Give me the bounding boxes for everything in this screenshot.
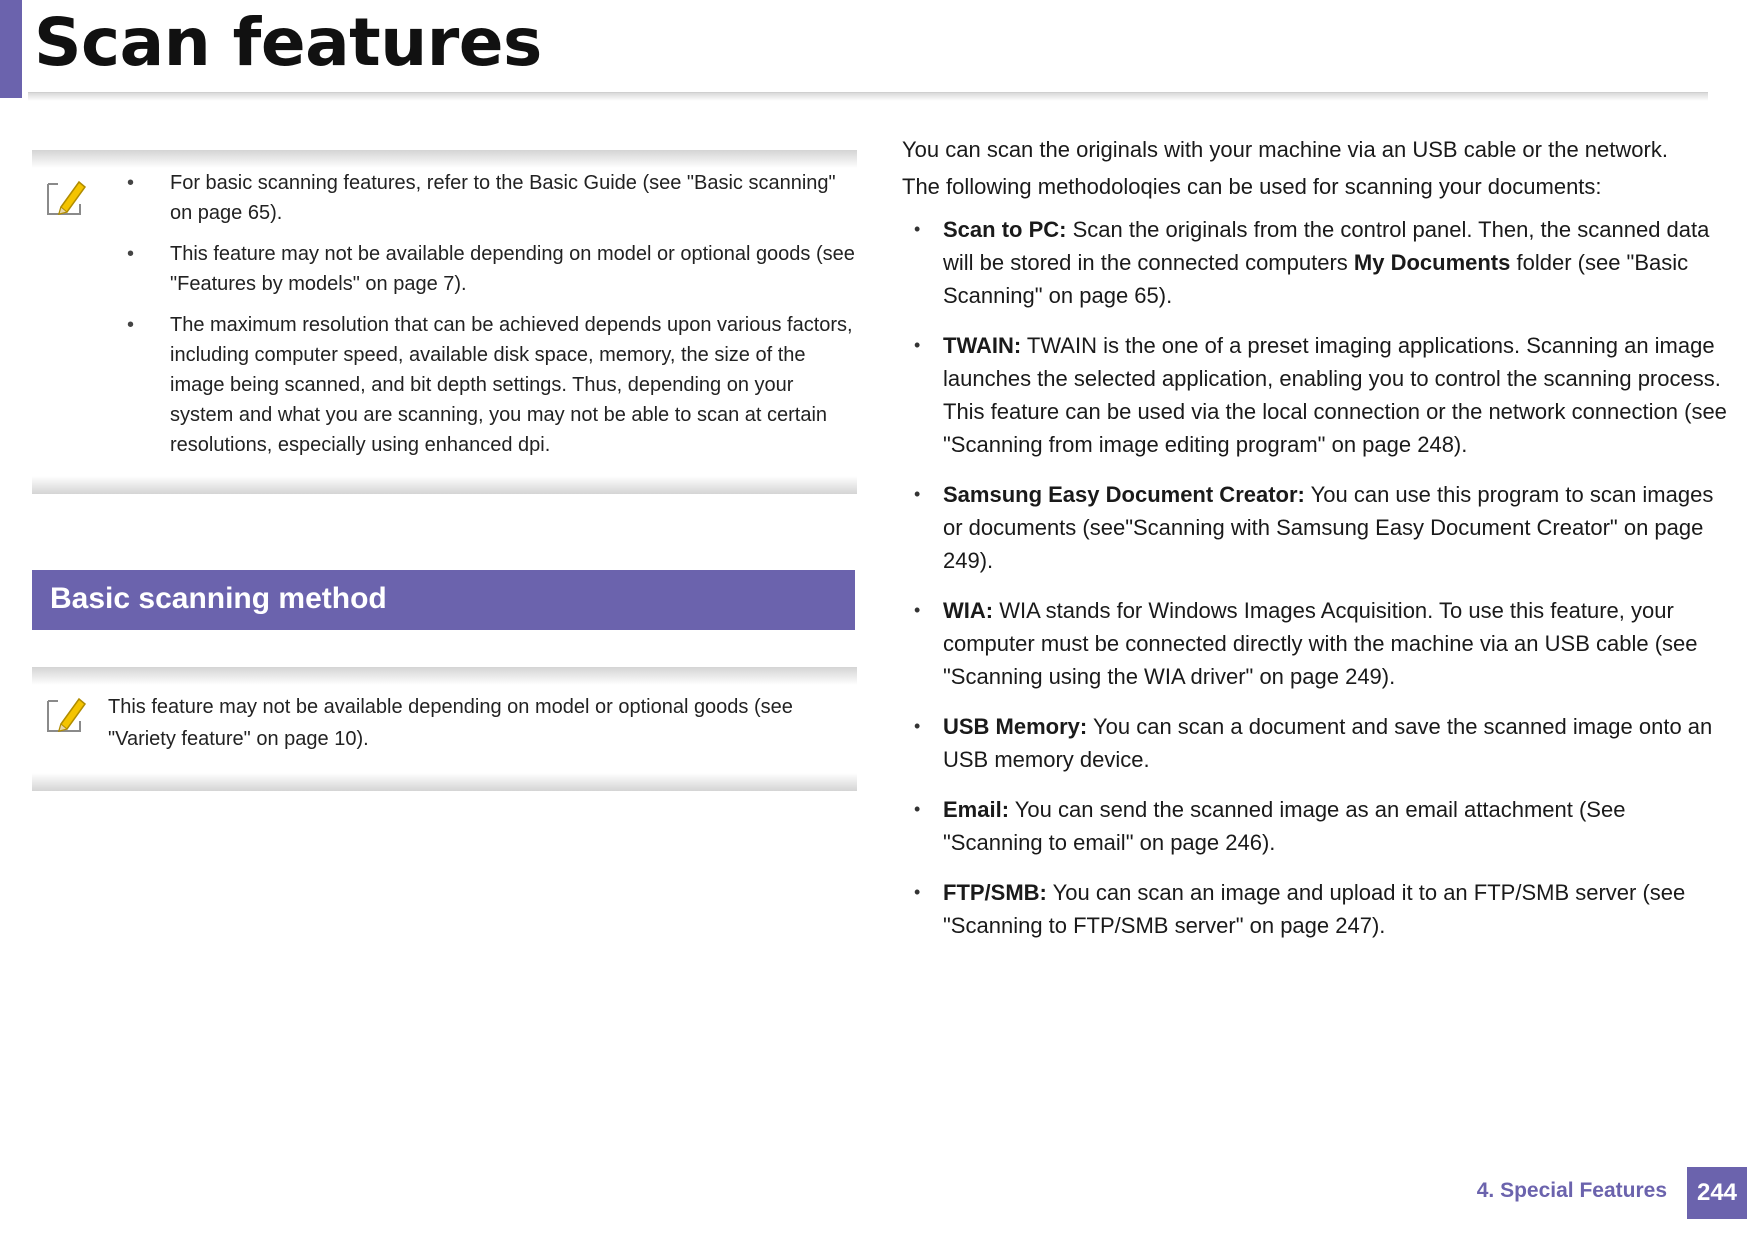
method-text: folder (see "Basic Scanning" on page 65). <box>943 250 1689 308</box>
method-term: USB Memory: <box>943 714 1088 739</box>
note-box-2 <box>32 667 857 791</box>
method-term: Samsung Easy Document Creator: <box>943 482 1305 507</box>
method-text: You can use this program to scan images or documents (see"Scanning with Samsung Easy Document Creator" on page 249). <box>943 482 1714 573</box>
title-divider <box>28 92 1708 101</box>
scan-method-item <box>902 876 1727 942</box>
method-term: Scan to PC: <box>943 217 1067 242</box>
note-bottom-rule <box>32 476 857 494</box>
note-1-list <box>127 168 857 471</box>
scan-method-item <box>902 793 1727 859</box>
note-bottom-rule <box>32 773 857 791</box>
scan-method-item <box>902 710 1727 776</box>
scan-method-list <box>902 213 1727 942</box>
method-text: Scan the originals from the control panel. Then, the scanned data will be stored in the connected computers <box>943 217 1710 275</box>
method-text: You can send the scanned image as an email attachment (See "Scanning to email" on page 246). <box>943 797 1626 855</box>
pencil-note-icon <box>44 174 88 218</box>
pencil-note-icon <box>44 691 88 735</box>
right-column <box>902 133 1727 959</box>
scan-method-item <box>902 594 1727 693</box>
method-text: You can scan an image and upload it to an FTP/SMB server (see "Scanning to FTP/SMB server" on page 247). <box>943 880 1686 938</box>
title-accent-bar <box>0 0 22 98</box>
note-top-rule <box>32 150 857 168</box>
scan-method-item <box>902 213 1727 312</box>
method-term: WIA: <box>943 598 994 623</box>
note-box-1 <box>32 150 857 494</box>
method-term: Email: <box>943 797 1010 822</box>
note-2-text: This feature may not be available depending on model or optional goods (see "Variety feature" on page 10). <box>108 696 793 750</box>
intro-paragraph-1: You can scan the originals with your machine via an USB cable or the network. <box>902 137 1668 162</box>
section-title: Basic scanning method <box>50 582 387 615</box>
method-term: TWAIN: <box>943 333 1022 358</box>
method-text: TWAIN is the one of a preset imaging applications. Scanning an image launches the selected application, enabling you to control the scanning process. This feature can be used via the local connection or the network connection (see "Scanning from image editing program" on page 248). <box>943 333 1727 457</box>
note-1-item: • For basic scanning features, refer to the Basic Guide (see "Basic scanning" on page 65). <box>127 168 857 228</box>
section-header <box>32 570 855 630</box>
page-number-badge: 244 <box>1687 1167 1747 1219</box>
scan-method-item <box>902 329 1727 461</box>
note-top-rule <box>32 667 857 685</box>
scan-method-item <box>902 478 1727 577</box>
page-title: Scan features <box>34 4 542 81</box>
method-text: WIA stands for Windows Images Acquisition. To use this feature, your computer must be connected directly with the machine via an USB cable (see "Scanning using the WIA driver" on page 249). <box>943 598 1698 689</box>
intro-paragraph-2: The following methodoloqies can be used for scanning your documents: <box>902 174 1602 199</box>
note-1-item: • The maximum resolution that can be achieved depends upon various factors, including computer speed, available disk space, memory, the size of the image being scanned, and bit depth settings. Thus, depending on your system and what you are scanning, you may not be able to scan at certain resolutions, especially using enhanced dpi. <box>127 310 857 460</box>
note-1-item: • This feature may not be available depending on model or optional goods (see "Features by models" on page 7). <box>127 239 857 299</box>
footer-chapter-label: 4. Special Features <box>1476 1179 1667 1202</box>
method-strong: My Documents <box>1353 250 1511 275</box>
method-term: FTP/SMB: <box>943 880 1047 905</box>
method-text: You can scan a document and save the scanned image onto an USB memory device. <box>943 714 1713 772</box>
